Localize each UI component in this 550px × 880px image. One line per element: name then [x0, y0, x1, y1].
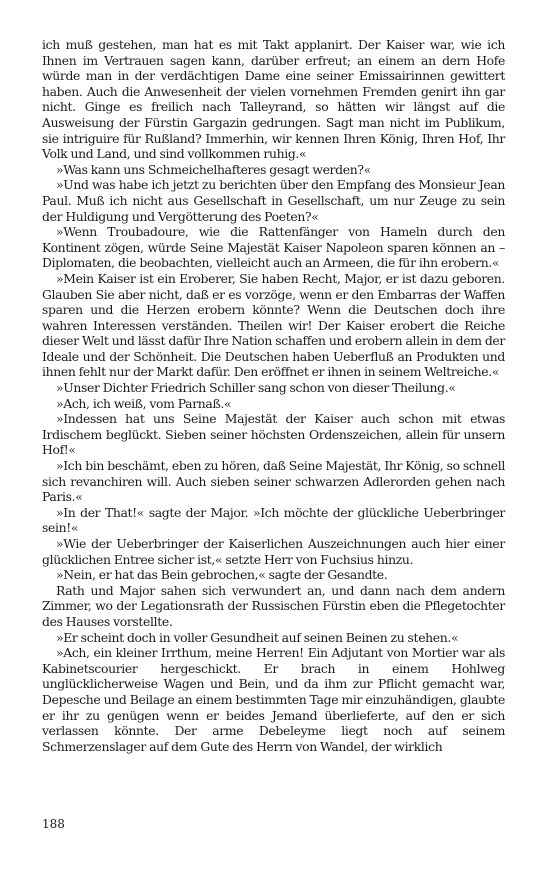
paragraph: »Wie der Ueberbringer der Kaiserlichen Auszeichnungen auch hier einer glücklichen Entree sicher ist,« setzte Herr von Fuchsius hinzu.: [42, 536, 505, 567]
paragraph: ich muß gestehen, man hat es mit Takt applanirt. Der Kaiser war, wie ich Ihnen im Vertrauen sagen kann, darüber erfreut; an einem an dern Hofe würde man in der verdächtigen Dame eine seiner Emissairinnen gewittert haben. Auch die Anwesenheit der vielen vornehmen Fremden genirt ihn gar nicht. Ginge es freilich nach Talleyrand, so hätten wir längst auf die Ausweisung der Fürstin Gargazin gedrungen. Sagt man nicht im Publikum, sie intriguire für Rußland? Immerhin, wir kennen Ihren König, Ihren Hof, Ihr Volk und Land, und sind vollkommen ruhig.«: [42, 37, 505, 162]
paragraph: »In der That!« sagte der Major. »Ich möchte der glückliche Ueberbringer sein!«: [42, 504, 505, 536]
paragraph: »Was kann uns Schmeichelhafteres gesagt werden?«: [56, 161, 371, 177]
paragraph: »Unser Dichter Friedrich Schiller sang schon von dieser Theilung.«: [56, 380, 456, 396]
paragraph: »Nein, er hat das Bein gebrochen,« sagte der Gesandte.: [56, 567, 388, 583]
paragraph: »Und was habe ich jetzt zu berichten über den Empfang des Monsieur Jean Paul. Muß ich nicht aus Gesellschaft in Gesellschaft, um nur Zeuge zu sein der Huldigung und Vergötterung des Poeten?«: [42, 177, 505, 224]
paragraph: »Ach, ein kleiner Irrthum, meine Herren! Ein Adjutant von Mortier war als Kabinetscourier hergeschickt. Er brach in einem Hohlweg unglücklicherweise Wagen und Bein, und da ihm zur Pflicht gemacht war, Depesche und Beilage an einem bestimmten Tage mir einzuhändigen, glaubte er ihr zu genügen wenn er beides Jemand überlieferte, auf den er sich verlassen könnte. Der arme Debeleyme liegt noch auf seinem Schmerzenslager auf dem Gute des Herrn von Wandel, der wirklich: [42, 645, 505, 754]
paragraph: Rath und Major sahen sich verwundert an, und dann nach dem andern Zimmer, wo der Legationsrath der Russischen Fürstin eben die Pflegetochter des Hauses vorstellte.: [42, 582, 505, 629]
page-number: 188: [42, 817, 65, 831]
paragraph: »Indessen hat uns Seine Majestät der Kaiser auch schon mit etwas Irdischem beglückt. Sieben seiner höchsten Ordenszeichen, allein für unsern Hof!«: [42, 411, 505, 458]
paragraph: »Ach, ich weiß, vom Parnaß.«: [56, 395, 232, 411]
paragraph: »Er scheint doch in voller Gesundheit auf seinen Beinen zu stehen.«: [56, 629, 459, 645]
paragraph: »Ich bin beschämt, eben zu hören, daß Seine Majestät, Ihr König, so schnell sich revanchiren will. Auch sieben seiner schwarzen Adlerorden gehen nach Paris.«: [42, 458, 505, 505]
paragraph: »Mein Kaiser ist ein Eroberer, Sie haben Recht, Major, er ist dazu geboren. Glauben Sie aber nicht, daß er es vorzöge, wenn er den Embarras der Waffen sparen und die Herzen erobern könnte? Wenn die Deutschen doch ihre wahren Interessen verständen. Theilen wir! Der Kaiser erobert die Reiche dieser Welt und lässt dafür Ihre Nation schaffen und erobern allein in dem der Ideale und der Schönheit. Die Deutschen haben Ueberfluß an Produkten und ihnen fehlt nur der Markt dafür. Den eröffnet er ihnen in seinem Weltreiche.«: [42, 270, 505, 380]
body-text: [42, 37, 505, 754]
paragraph: »Wenn Troubadoure, wie die Rattenfänger von Hameln durch den Kontinent zögen, würde Seine Majestät Kaiser Napoleon sparen können an – Diplomaten, die beobachten, vielleicht auch an Armeen, die für ihn erobern.«: [42, 224, 505, 271]
